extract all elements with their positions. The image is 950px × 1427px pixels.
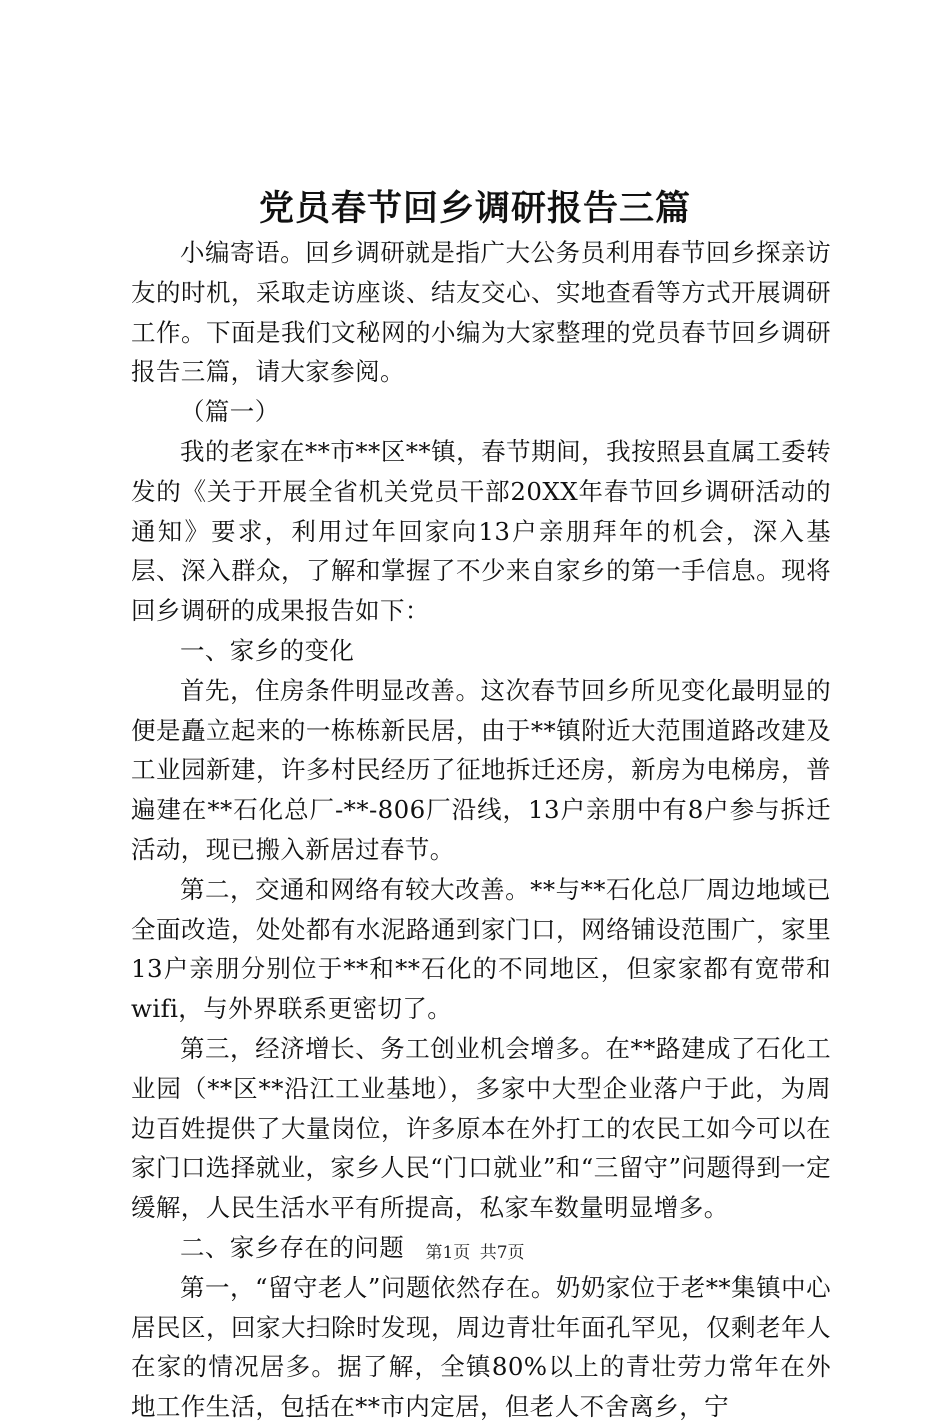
page-total: 共7页 <box>479 1243 525 1263</box>
section-heading-problems: 二、家乡存在的问题 <box>180 1232 405 1262</box>
intro-paragraph: 小编寄语。回乡调研就是指广大公务员利用春节回乡探亲访友的时机，采取走访座谈、结友交心、实地查看等方式开展调研工作。下面是我们文秘网的小编为大家整理的党员春节回乡调研报告三篇，请大家参阅。 <box>131 238 831 387</box>
page-footer <box>0 1241 950 1265</box>
document-title: 党员春节回乡调研报告三篇 <box>258 188 691 229</box>
section-heading-changes: 一、家乡的变化 <box>180 635 355 665</box>
body-paragraph: 第一，“留守老人”问题依然存在。奶奶家位于老**集镇中心居民区，回家大扫除时发现，周边青壮年面孔罕见，仅剩老年人在家的情况居多。据了解，全镇80%以上的青壮劳力常年在外地工作生活，包括在**市内定居，但老人不舍离乡，宁 <box>131 1272 831 1422</box>
body-paragraph: 第三，经济增长、务工创业机会增多。在**路建成了石化工业园（**区**沿江工业基地），多家中大型企业落户于此，为周边百姓提供了大量岗位，许多原本在外打工的农民工如今可以在家门口选择就业，家乡人民“门口就业”和“三留守”问题得到一定缓解，人民生活水平有所提高，私家车数量明显增多。 <box>131 1033 831 1223</box>
body-paragraph: 我的老家在**市**区**镇，春节期间，我按照县直属工委转发的《关于开展全省机关党员干部20XX年春节回乡调研活动的通知》要求，利用过年回家向13户亲朋拜年的机会，深入基层、深入群众，了解和掌握了不少来自家乡的第一手信息。现将回乡调研的成果报告如下： <box>131 436 831 626</box>
body-paragraph: 第二，交通和网络有较大改善。**与**石化总厂周边地域已全面改造，处处都有水泥路通到家门口，网络铺设范围广，家里13户亲朋分别位于**和**石化的不同地区，但家家都有宽带和wifi，与外界联系更密切了。 <box>131 874 831 1024</box>
section-label-part-one: （篇一） <box>180 397 280 427</box>
body-paragraph: 首先，住房条件明显改善。这次春节回乡所见变化最明显的便是矗立起来的一栋栋新民居，由于**镇附近大范围道路改建及工业园新建，许多村民经历了征地拆迁还房，新房为电梯房，普遍建在**石化总厂-**-806厂沿线，13户亲朋中有8户参与拆迁活动，现已搬入新居过春节。 <box>131 675 831 864</box>
page-number: 第1页 <box>425 1243 471 1263</box>
